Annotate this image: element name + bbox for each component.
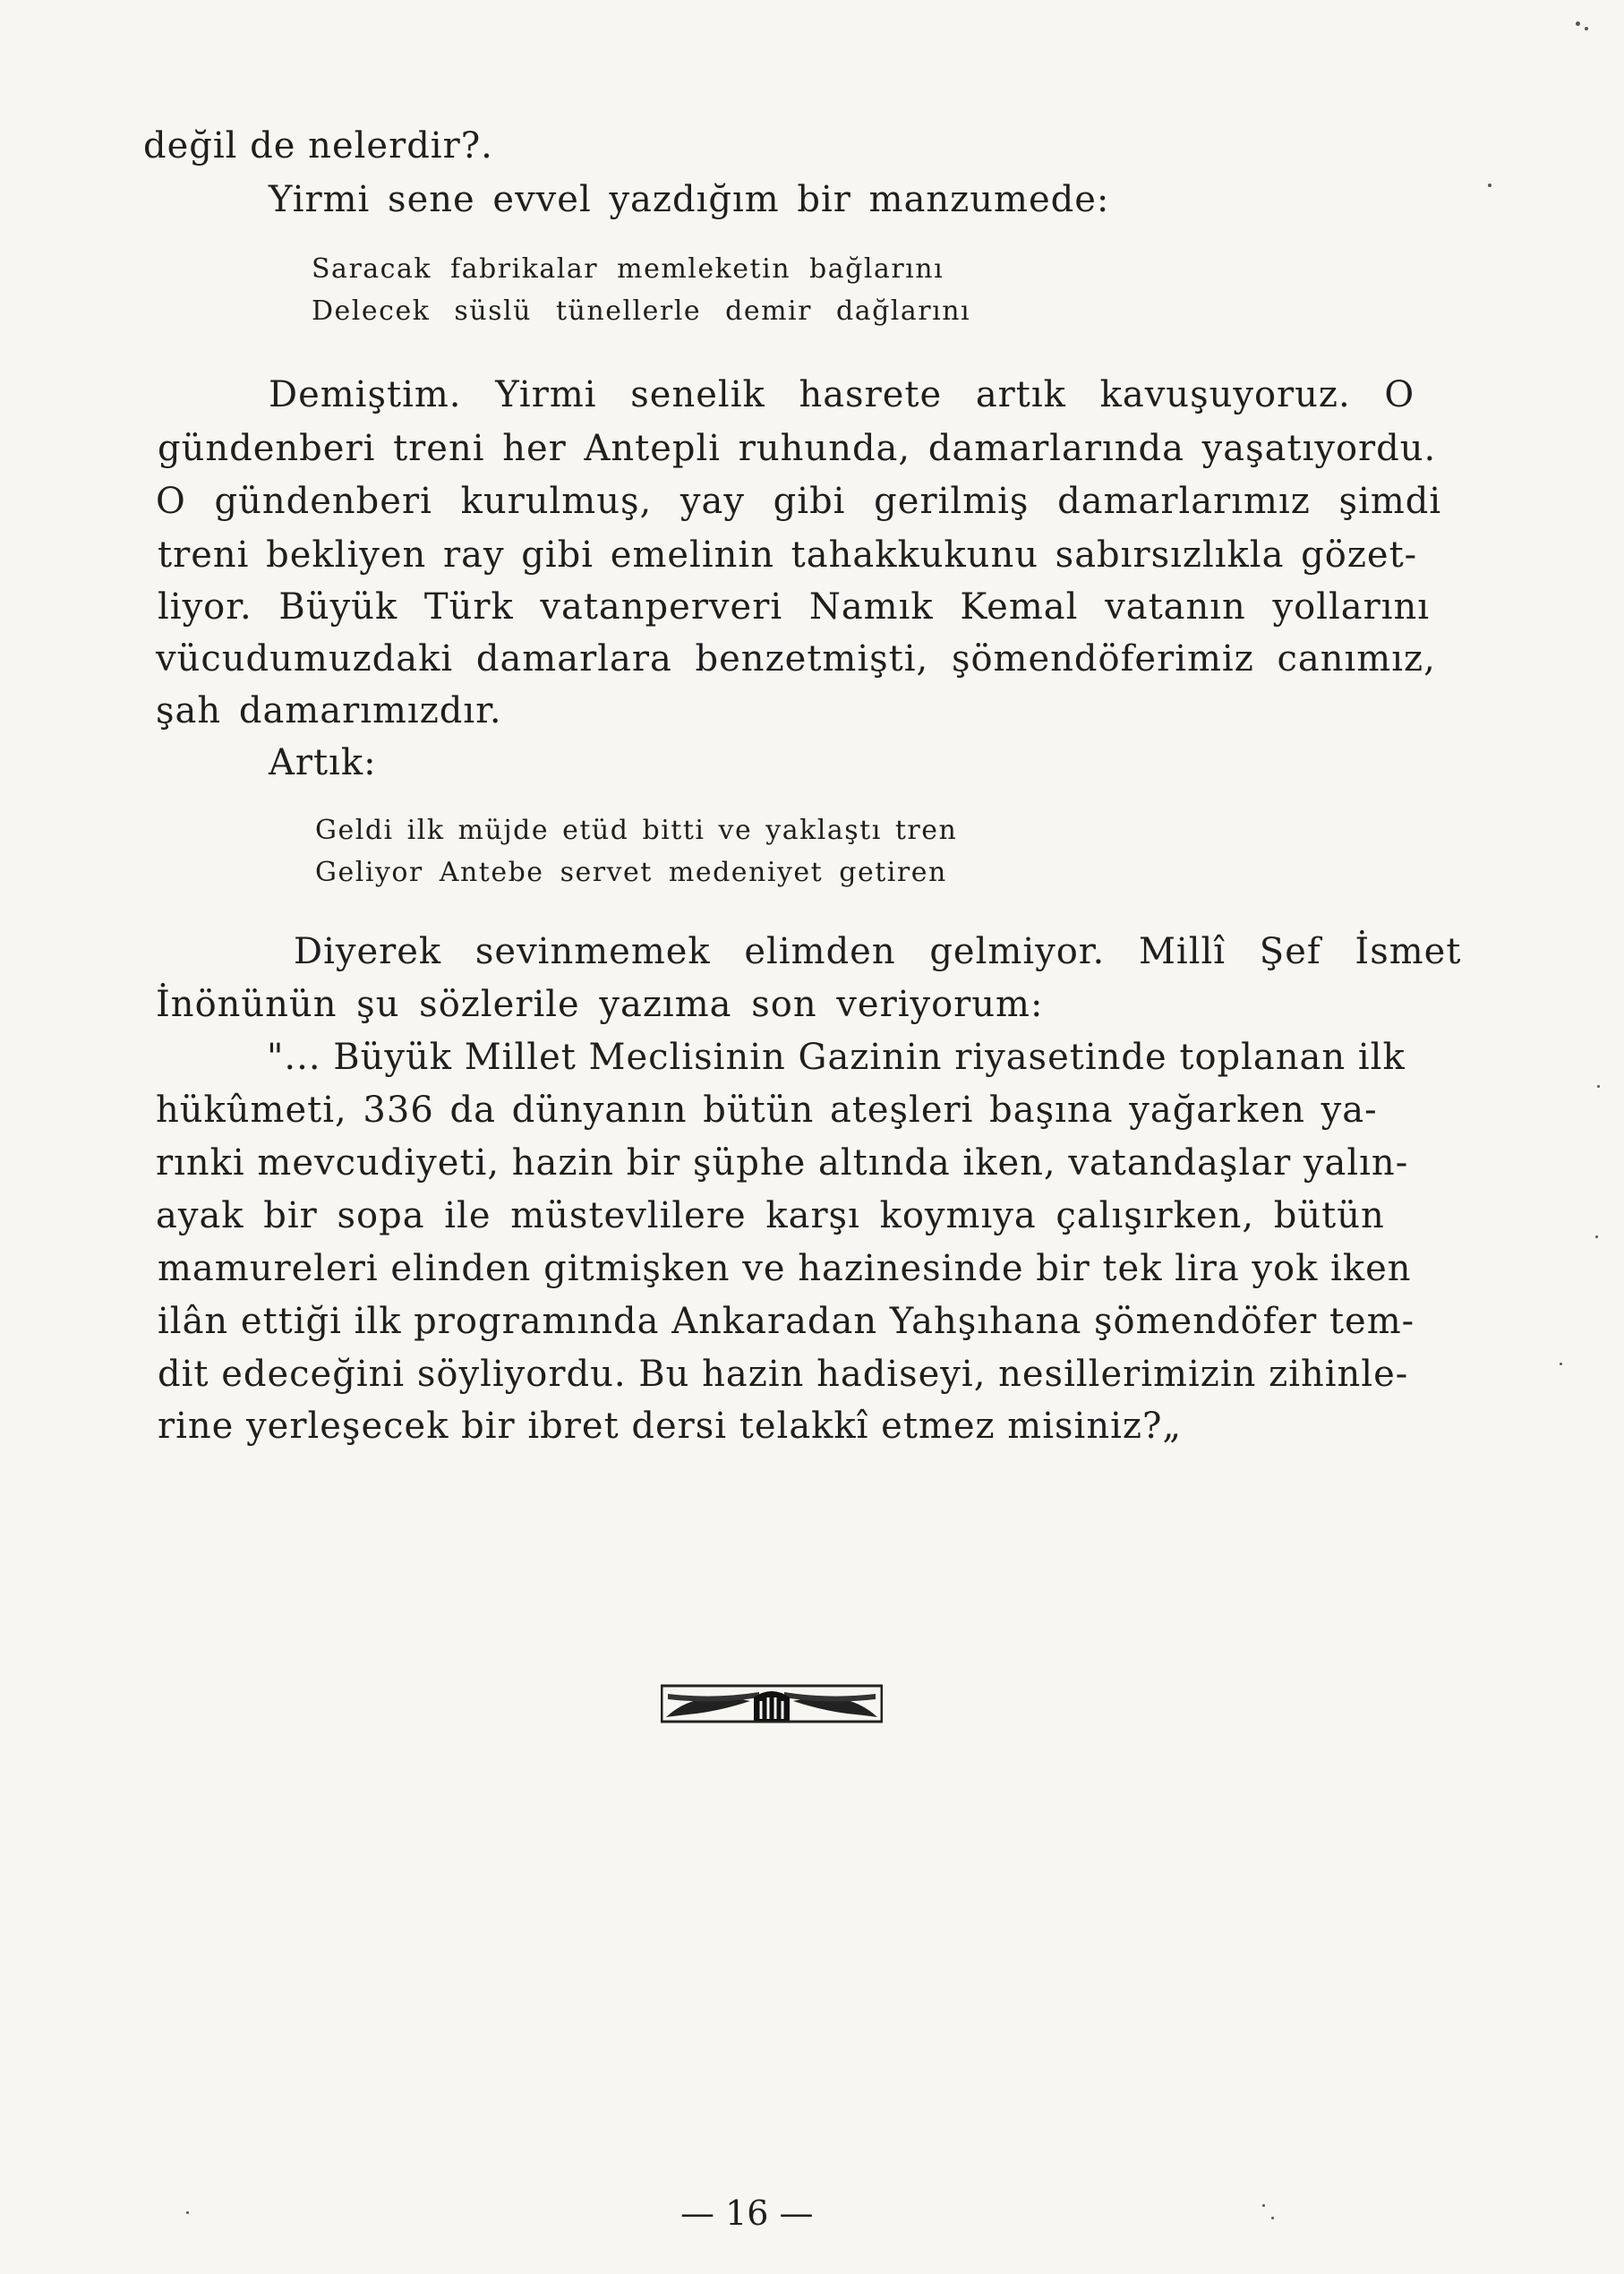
text-line: ilân ettiği ilk programında Ankaradan Yahşıhana şömendöfer tem- [158,1301,1415,1342]
text-line: rine yerleşecek bir ibret dersi telakkî etmez misiniz?„ [158,1406,1183,1447]
text-line: rınki mevcudiyeti, hazin bir şüphe altında iken, vatandaşlar yalın- [156,1142,1409,1184]
text-line: treni bekliyen ray gibi emelinin tahakkukunu sabırsızlıkla gözet- [158,534,1418,576]
paper-speck [1488,184,1492,187]
poem-line: Geliyor Antebe servet medeniyet getiren [315,857,947,888]
text-line: mamureleri elinden gitmişken ve hazinesinde bir tek lira yok iken [158,1248,1412,1289]
paper-speck [1585,27,1588,30]
text-line: Demiştim. Yirmi senelik hasrete artık kavuşuyoruz. O [269,374,1415,415]
text-line: ayak bir sopa ile müstevlilere karşı koymıya çalışırken, bütün [156,1195,1385,1236]
text-line: vücudumuzdaki damarlara benzetmişti, şömendöferimiz canımız, [156,638,1436,680]
text-line: şah damarımızdır. [156,690,502,731]
text-line: Diyerek sevinmemek elimden gelmiyor. Millî Şef İsmet [294,931,1462,972]
paper-speck [1271,2217,1274,2219]
text-line: O gündenberi kurulmuş, yay gibi gerilmiş damarlarımız şimdi [156,481,1442,522]
page-number: — 16 — [680,2193,814,2233]
text-line: gündenberi treni her Antepli ruhunda, damarlarında yaşatıyordu. [158,428,1437,469]
text-line: değil de nelerdir?. [143,125,493,167]
poem-line: Delecek süslü tünellerle demir dağlarını [312,295,971,327]
text-line: hükûmeti, 336 da dünyanın bütün ateşleri başına yağarken ya- [156,1090,1378,1131]
decorative-vignette-icon [661,1683,883,1724]
paper-speck [1595,1235,1598,1238]
text-line: "... Büyük Millet Meclisinin Gazinin riyasetinde toplanan ilk [267,1037,1406,1078]
text-line: Artık: [269,742,377,783]
paper-speck [1560,1363,1562,1365]
paper-speck [186,2211,189,2214]
paper-speck [1597,1085,1600,1088]
paper-speck [1576,21,1580,26]
text-line: dit edeceğini söyliyordu. Bu hazin hadiseyi, nesillerimizin zihinle- [158,1354,1409,1395]
text-line: Yirmi sene evvel yazdığım bir manzumede: [269,179,1110,220]
poem-line: Geldi ilk müjde etüd bitti ve yaklaştı tren [315,815,958,846]
text-line: liyor. Büyük Türk vatanperveri Namık Kemal vatanın yollarını [158,586,1431,628]
text-line: İnönünün şu sözlerile yazıma son veriyorum: [156,984,1044,1025]
paper-speck [1262,2204,1265,2207]
poem-line: Saracak fabrikalar memleketin bağlarını [312,253,944,285]
